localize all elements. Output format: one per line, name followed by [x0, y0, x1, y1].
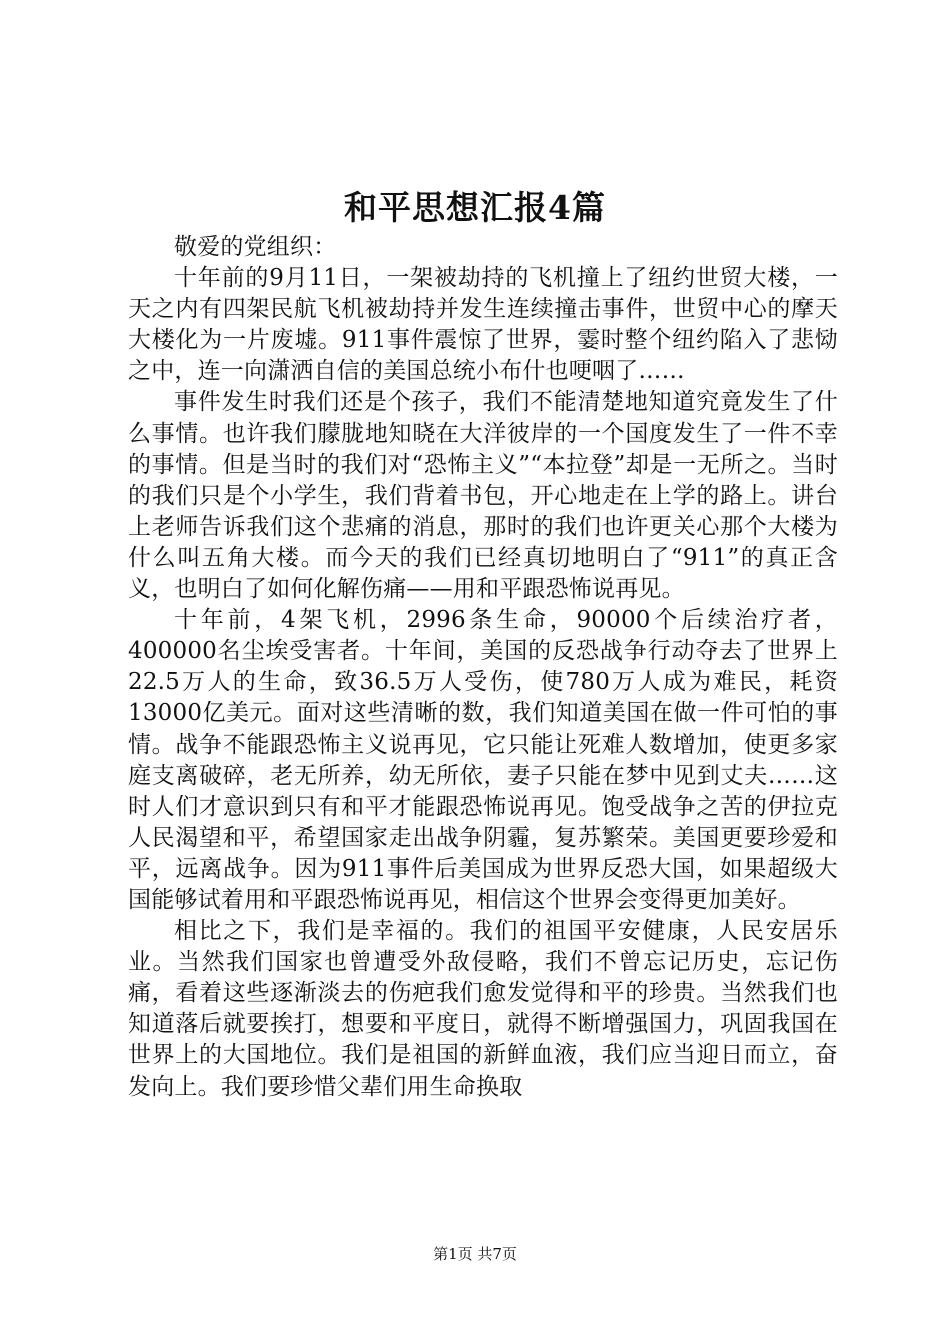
- salutation: 敬爱的党组织：: [174, 234, 337, 260]
- paragraph-2: 事件发生时我们还是个孩子，我们不能清楚地知道究竟发生了什么事情。也许我们朦胧地知晓在大洋彼岸的一个国度发生了一件不幸的事情。但是当时的我们对“恐怖主义”“本拉登”却是一无所之。当时的我们只是个小学生，我们背着书包，开心地走在上学的路上。讲台上老师告诉我们这个悲痛的消息，那时的我们也许更关心那个大楼为什么叫五角大楼。而今天的我们已经真切地明白了“911”的真正含义，也明白了如何化解伤痛——用和平跟恐怖说再见。: [128, 389, 838, 603]
- paragraph-3: 十年前，4架飞机，2996条生命，90000个后续治疗者，400000名尘埃受害者。十年间，美国的反恐战争行动夺去了世界上22.5万人的生命，致36.5万人受伤，使780万人成为难民，耗资13000亿美元。面对这些清晰的数，我们知道美国在做一件可怕的事情。战争不能跟恐怖主义说再见，它只能让死难人数增加，使更多家庭支离破碎，老无所养，幼无所依，妻子只能在梦中见到丈夫……这时人们才意识到只有和平才能跟恐怖说再见。饱受战争之苦的伊拉克人民渴望和平，希望国家走出战争阴霾，复苏繁荣。美国更要珍爱和平，远离战争。因为911事件后美国成为世界反恐大国，如果超级大国能够试着用和平跟恐怖说再见，相信这个世界会变得更加美好。: [128, 607, 838, 913]
- document-body: [128, 232, 838, 1103]
- paragraph-1: 十年前的9月11日，一架被劫持的飞机撞上了纽约世贸大楼，一天之内有四架民航飞机被劫持并发生连续撞击事件，世贸中心的摩天大楼化为一片废墟。911事件震惊了世界，霎时整个纽约陷入了悲恸之中，连一向潇洒自信的美国总统小布什也哽咽了……: [128, 265, 838, 385]
- document-title: 和平思想汇报4篇: [344, 188, 606, 227]
- paragraph-4: 相比之下，我们是幸福的。我们的祖国平安健康，人民安居乐业。当然我们国家也曾遭受外敌侵略，我们不曾忘记历史，忘记伤痛，看着这些逐渐淡去的伤疤我们愈发觉得和平的珍贵。当然我们也知道落后就要挨打，想要和平度日，就得不断增强国力，巩固我国在世界上的大国地位。我们是祖国的新鲜血液，我们应当迎日而立，奋发向上。我们要珍惜父辈们用生命换取: [128, 918, 838, 1100]
- page-footer: 第1页 共7页: [433, 1245, 517, 1263]
